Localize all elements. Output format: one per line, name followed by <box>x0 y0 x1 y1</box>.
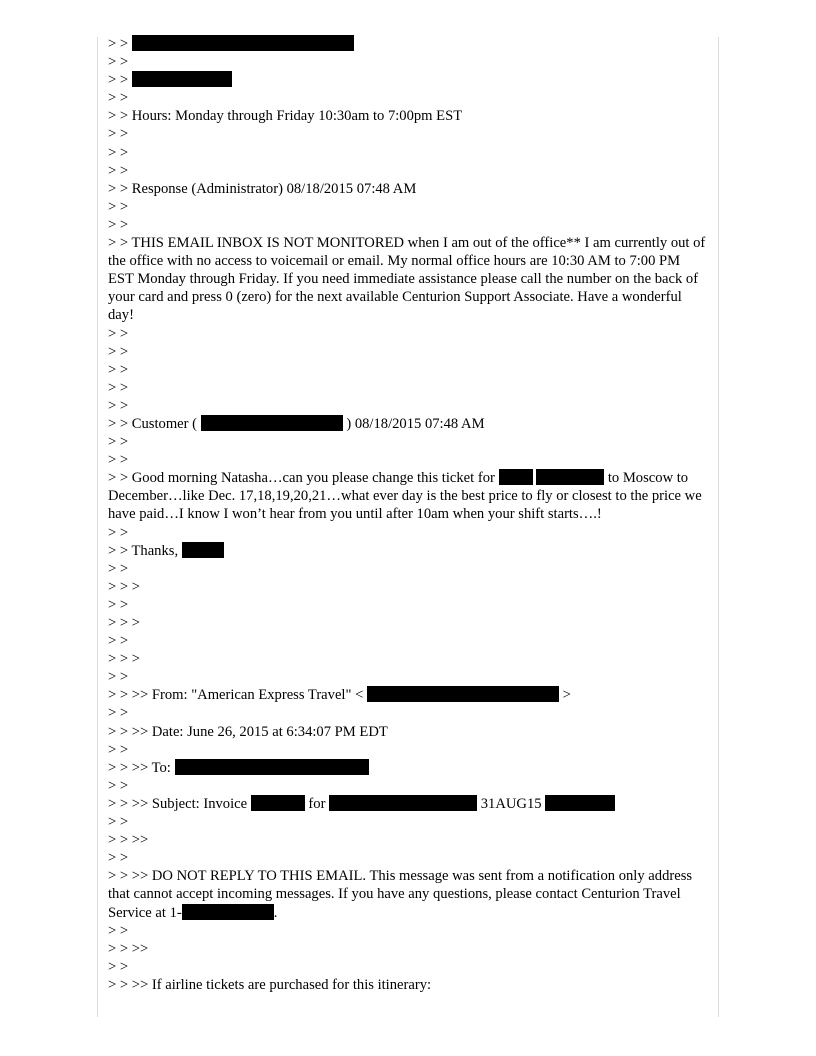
from-line: > > >> From: "American Express Travel" < > <box>108 687 571 704</box>
hours-line: > > Hours: Monday through Friday 10:30am to 7:00pm EST <box>108 108 463 125</box>
quote-line: > > <box>108 90 129 107</box>
quote-line: > > <box>108 922 129 939</box>
quote-line: > > <box>108 452 129 469</box>
redaction-block <box>132 71 232 87</box>
quote-line: > > <box>108 669 129 686</box>
redaction-block <box>545 795 615 811</box>
quote-line: > > <box>108 633 129 650</box>
redaction-block <box>175 759 369 775</box>
redaction-block <box>182 542 224 558</box>
redaction-block <box>251 795 305 811</box>
quote-line: > > <box>108 35 708 53</box>
quote-line: > > <box>108 379 129 396</box>
redaction-block <box>499 469 533 485</box>
signoff-line: > > Thanks, <box>108 542 708 560</box>
redaction-block <box>132 35 354 51</box>
redaction-block <box>536 469 604 485</box>
quote-line: > > <box>108 741 129 758</box>
quote-line: > > <box>108 54 129 71</box>
redaction-block <box>182 904 274 920</box>
quote-line: > > <box>108 198 129 215</box>
quote-line: > > <box>108 524 129 541</box>
auto-reply-paragraph: > > THIS EMAIL INBOX IS NOT MONITORED when I am out of the office** I am currently out of the office with no access to voicemail or email. My normal office hours are 10:30 AM to 7:00 PM EST Monday through Friday. If you need immediate assistance please call the number on the back of your card and press 0 (zero) for the next available Centurion Support Associate. Have a wonderful day! <box>108 235 706 324</box>
subject-line: > > >> Subject: Invoice for 31AUG15 <box>108 795 708 813</box>
quote-line: > > <box>108 397 129 414</box>
quote-line: > > <box>108 361 129 378</box>
quote-line: > > <box>108 560 129 577</box>
redaction-block <box>367 686 559 702</box>
quote-line: > > <box>108 325 129 342</box>
quote-line: > > <box>108 596 129 613</box>
to-line: > > >> To: <box>108 759 708 777</box>
quote-line: > > <box>108 958 129 975</box>
response-header: > > Response (Administrator) 08/18/2015 07:48 AM <box>108 180 417 197</box>
customer-header: > > Customer ( ) 08/18/2015 07:48 AM <box>108 415 485 432</box>
redaction-block <box>201 415 343 431</box>
quote-line: > > <box>108 162 129 179</box>
quote-line: > > <box>108 144 129 161</box>
itinerary-line: > > >> If airline tickets are purchased for this itinerary: <box>108 976 432 993</box>
customer-message-paragraph: > > Good morning Natasha…can you please change this ticket for to Moscow to December…like Dec. 17,18,19,20,21…what ever day is the best price to fly or closest to the price we have paid…I know I won’t hear from you until after 10am when your shift starts….! <box>108 470 702 523</box>
quote-line: > > <box>108 777 129 794</box>
quote-line: > > >> <box>108 940 149 957</box>
quote-line: > > <box>108 216 129 233</box>
quote-line: > > > <box>108 615 140 631</box>
quote-line: > > <box>108 126 129 143</box>
email-document <box>108 35 708 994</box>
quote-line: > > >> <box>108 832 149 849</box>
do-not-reply-paragraph: > > >> DO NOT REPLY TO THIS EMAIL. This message was sent from a notification only address that cannot accept incoming messages. If you have any questions, please contact Centurion Travel Service at 1- . <box>108 868 693 921</box>
quote-line: > > > <box>108 578 140 595</box>
quote-line: > > <box>108 434 129 451</box>
date-line: > > >> Date: June 26, 2015 at 6:34:07 PM EDT <box>108 723 388 740</box>
quote-line: > > <box>108 705 129 722</box>
redaction-block <box>329 795 477 811</box>
quote-line: > > > <box>108 651 140 668</box>
quote-line: > > <box>108 814 129 831</box>
quote-line: > > <box>108 71 708 89</box>
quote-line: > > <box>108 343 129 360</box>
quote-line: > > <box>108 850 129 867</box>
